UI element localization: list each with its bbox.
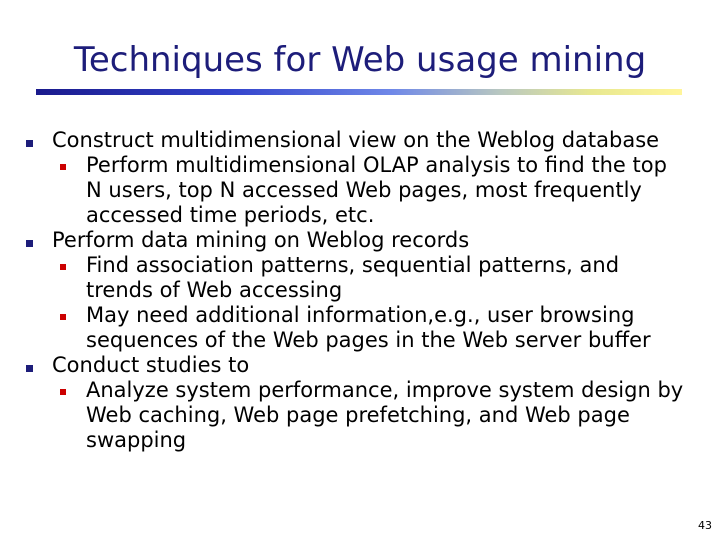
sub-bullet-square-icon [60, 389, 66, 395]
sub-bullet-text: Find association patterns, sequential patterns, and [86, 253, 620, 277]
bullet-item [26, 128, 696, 153]
bullet-item [26, 353, 696, 378]
sub-bullet-text: Analyze system performance, improve system design by [86, 378, 684, 402]
sub-bullet-text: May need additional information,e.g., user browsing [86, 303, 635, 327]
bullet-text: Conduct studies to [52, 353, 250, 377]
bullet-list [26, 128, 696, 453]
bullet-item [26, 228, 696, 253]
page-number: 43 [698, 519, 712, 532]
sub-bullet-text: N users, top N accessed Web pages, most frequently [86, 178, 642, 202]
sub-bullet-square-icon [60, 264, 66, 270]
sub-bullet-item [26, 253, 696, 303]
sub-bullet-text: Web caching, Web page prefetching, and Web page [86, 403, 630, 427]
bullet-text: Perform data mining on Weblog records [52, 228, 470, 252]
bullet-text: Construct multidimensional view on the Weblog database [52, 128, 660, 152]
sub-bullet-text: trends of Web accessing [86, 278, 343, 302]
bullet-square-icon [26, 365, 33, 372]
sub-bullet-item [26, 378, 696, 453]
sub-bullet-square-icon [60, 314, 66, 320]
bullet-square-icon [26, 140, 33, 147]
sub-bullet-text: swapping [86, 428, 187, 452]
sub-bullet-item [26, 303, 696, 353]
sub-bullet-text: Perform multidimensional OLAP analysis to find the top [86, 153, 667, 177]
sub-bullet-square-icon [60, 164, 66, 170]
bullet-square-icon [26, 240, 33, 247]
sub-bullet-text: accessed time periods, etc. [86, 203, 375, 227]
sub-bullet-item [26, 153, 696, 228]
slide-title: Techniques for Web usage mining [73, 40, 647, 80]
sub-bullet-text: sequences of the Web pages in the Web server buffer [86, 328, 651, 352]
title-divider [36, 89, 682, 95]
